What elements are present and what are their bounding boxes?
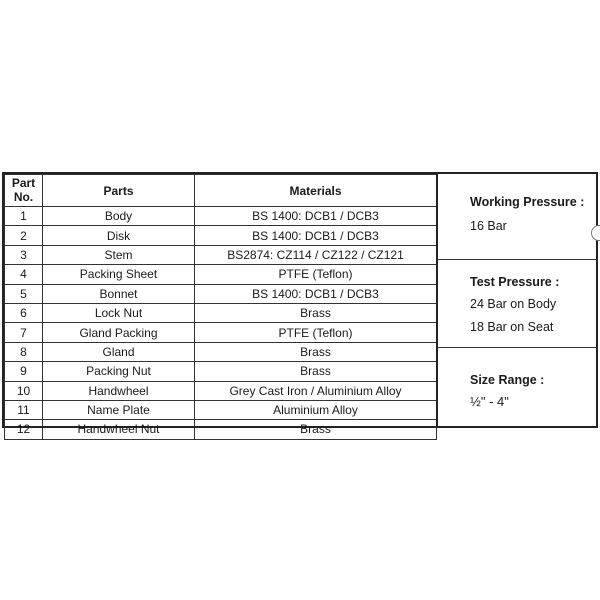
part-number: 12 — [5, 420, 43, 439]
part-material: Brass — [195, 362, 437, 381]
part-material: BS 1400: DCB1 / DCB3 — [195, 226, 437, 245]
table-row — [5, 303, 437, 322]
size-range-title: Size Range : — [470, 373, 545, 387]
part-name: Body — [43, 207, 195, 226]
working-pressure-value: 16 Bar — [470, 219, 507, 233]
part-name: Handwheel Nut — [43, 420, 195, 439]
header-parts: Parts — [43, 175, 195, 207]
part-material: Brass — [195, 303, 437, 322]
table-row — [5, 420, 437, 439]
table-row — [5, 323, 437, 342]
part-material: Aluminium Alloy — [195, 400, 437, 419]
part-name: Disk — [43, 226, 195, 245]
header-part-no: Part No. — [5, 175, 43, 207]
table-row — [5, 381, 437, 400]
part-number: 6 — [5, 303, 43, 322]
part-number: 4 — [5, 265, 43, 284]
part-material: BS2874: CZ114 / CZ122 / CZ121 — [195, 245, 437, 264]
part-number: 5 — [5, 284, 43, 303]
table-row — [5, 245, 437, 264]
part-number: 3 — [5, 245, 43, 264]
part-material: PTFE (Teflon) — [195, 323, 437, 342]
size-range-value: ½" - 4" — [470, 394, 509, 409]
test-pressure-title: Test Pressure : — [470, 275, 560, 289]
test-pressure-body: 24 Bar on Body — [470, 297, 557, 311]
part-number: 1 — [5, 207, 43, 226]
parts-table — [4, 174, 437, 440]
test-pressure-section — [438, 260, 598, 348]
part-name: Handwheel — [43, 381, 195, 400]
part-number: 2 — [5, 226, 43, 245]
table-row — [5, 362, 437, 381]
part-name: Packing Nut — [43, 362, 195, 381]
part-material: BS 1400: DCB1 / DCB3 — [195, 207, 437, 226]
part-name: Gland — [43, 342, 195, 361]
table-row — [5, 226, 437, 245]
part-material: Brass — [195, 420, 437, 439]
part-material: Grey Cast Iron / Aluminium Alloy — [195, 381, 437, 400]
table-row — [5, 400, 437, 419]
part-name: Gland Packing — [43, 323, 195, 342]
part-name: Name Plate — [43, 400, 195, 419]
part-name: Lock Nut — [43, 303, 195, 322]
part-number: 9 — [5, 362, 43, 381]
working-pressure-section — [438, 174, 598, 260]
part-name: Packing Sheet — [43, 265, 195, 284]
part-name: Stem — [43, 245, 195, 264]
header-materials: Materials — [195, 175, 437, 207]
part-number: 8 — [5, 342, 43, 361]
part-material: Brass — [195, 342, 437, 361]
part-number: 10 — [5, 381, 43, 400]
test-pressure-seat: 18 Bar on Seat — [470, 320, 554, 334]
table-row — [5, 342, 437, 361]
part-material: PTFE (Teflon) — [195, 265, 437, 284]
specs-panel — [436, 174, 598, 426]
table-row — [5, 284, 437, 303]
table-row — [5, 207, 437, 226]
table-row — [5, 265, 437, 284]
size-range-section — [438, 348, 598, 426]
specification-sheet — [2, 172, 598, 437]
working-pressure-title: Working Pressure : — [470, 195, 585, 209]
table-header-row — [5, 175, 437, 207]
edge-notch — [591, 225, 600, 241]
part-name: Bonnet — [43, 284, 195, 303]
part-material: BS 1400: DCB1 / DCB3 — [195, 284, 437, 303]
part-number: 7 — [5, 323, 43, 342]
part-number: 11 — [5, 400, 43, 419]
